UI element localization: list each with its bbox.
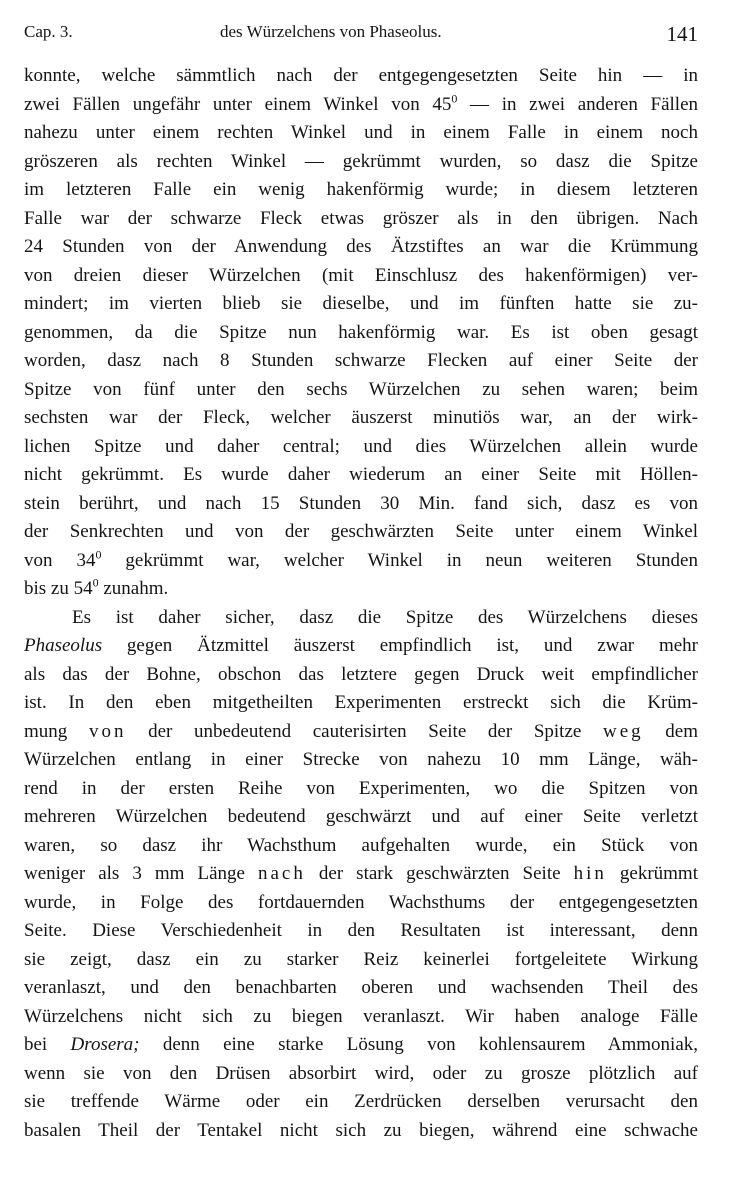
text-line: mehreren Würzelchen bedeutend geschwärzt und auf einer Seite verletzt — [24, 806, 698, 827]
text-line: wenn sie von den Drüsen absorbirt wird, oder zu grosze plötzlich auf — [24, 1062, 698, 1084]
text-line: als das der Bohne, obschon das letztere gegen Druck weit empfindlicher — [24, 663, 698, 685]
text-line: ist. In den eben mitgetheilten Experimenten erstreckt sich die Krüm- — [24, 692, 698, 713]
text-line: mindert; im vierten blieb sie dieselbe, und im fünften hatte sie zu- — [24, 293, 698, 314]
italic-genus: Drosera; — [70, 1034, 140, 1055]
text-line: nahezu unter einem rechten Winkel und in einem Falle in einem noch — [24, 122, 698, 143]
spaced-emphasis: nach — [257, 863, 306, 884]
italic-genus: Phaseolus — [24, 635, 103, 656]
text-line: der Senkrechten und von der geschwärzten Seite unter einem Winkel — [24, 521, 698, 542]
text-line: weniger als 3 mm Länge nach der stark geschwärzten Seite hin gekrümmt — [24, 863, 698, 884]
text-line: sie zeigt, dasz ein zu starker Reiz keinerlei fortgeleitete Wirkung — [24, 948, 698, 970]
text-line: bis zu $54^0$ zunahm. — [24, 575, 169, 599]
spaced-emphasis: von — [88, 720, 127, 742]
text-line: sechsten war der Fleck, welcher äuszerst minutiös war, an der wirk- — [24, 407, 698, 428]
text-line: veranlaszt, und den benachbarten oberen und wachsenden Theil des — [24, 977, 698, 998]
text-line: von dreien dieser Würzelchen (mit Einschlusz des hakenförmigen) ver- — [24, 264, 698, 286]
text-line: zwei Fällen ungefähr unter einem Winkel von $45^0$ — in zwei anderen Fällen — [24, 91, 698, 115]
running-head — [24, 22, 698, 50]
body-text — [24, 62, 698, 1145]
spaced-emphasis: weg — [602, 720, 644, 742]
text-line: Falle war der schwarze Fleck etwas gröszer als in den übrigen. Nach — [24, 207, 698, 229]
text-line: Spitze von fünf unter den sechs Würzelchen zu sehen waren; beim — [24, 378, 698, 400]
page-number: 141 — [666, 22, 698, 46]
degree-superscript: 0 — [95, 547, 102, 562]
text-line: konnte, welche sämmtlich nach der entgegengesetzten Seite hin — in — [24, 65, 698, 86]
chapter-label: Cap. 3. — [24, 22, 73, 41]
text-line: waren, so dasz ihr Wachsthum aufgehalten wurde, ein Stück von — [24, 834, 698, 856]
spaced-emphasis: hin — [573, 863, 607, 884]
text-line: bei Drosera; denn eine starke Lösung von kohlensaurem Ammoniak, — [24, 1034, 698, 1055]
text-line: 24 Stunden von der Anwendung des Ätzstiftes an war die Krümmung — [24, 236, 698, 257]
text-line: im letzteren Falle ein wenig hakenförmig wurde; in diesem letzteren — [24, 179, 698, 200]
text-line: stein berührt, und nach 15 Stunden 30 Min. fand sich, dasz es von — [24, 492, 698, 514]
degree-superscript: 0 — [92, 575, 99, 590]
text-line: worden, dasz nach 8 Stunden schwarze Flecken auf einer Seite der — [24, 350, 698, 371]
degree-superscript: 0 — [451, 91, 458, 106]
text-line: nicht gekrümmt. Es wurde daher wiederum an einer Seite mit Höllen- — [24, 464, 698, 485]
text-line: Es ist daher sicher, dasz die Spitze des Würzelchens dieses — [72, 606, 698, 628]
text-line: mung von der unbedeutend cauterisirten Seite der Spitze weg dem — [24, 720, 699, 742]
text-line: Seite. Diese Verschiedenheit in den Resultaten ist interessant, denn — [24, 920, 698, 941]
text-line: rend in der ersten Reihe von Experimenten, wo die Spitzen von — [24, 777, 698, 799]
text-line: basalen Theil der Tentakel nicht sich zu biegen, während eine schwache — [24, 1119, 698, 1141]
text-line: von $34^0$ gekrümmt war, welcher Winkel in neun weiteren Stunden — [24, 547, 698, 571]
text-line: Würzelchens nicht sich zu biegen veranlaszt. Wir haben analoge Fälle — [24, 1005, 698, 1027]
text-line: Würzelchen entlang in einer Strecke von nahezu 10 mm Länge, wäh- — [24, 749, 698, 770]
text-line: wurde, in Folge des fortdauernden Wachsthums der entgegengesetzten — [24, 891, 698, 913]
running-title: des Würzelchens von Phaseolus. — [220, 22, 442, 41]
text-line: sie treffende Wärme oder ein Zerdrücken derselben verursacht den — [24, 1091, 698, 1112]
text-line: gröszeren als rechten Winkel — gekrümmt wurden, so dasz die Spitze — [24, 150, 698, 172]
text-line: genommen, da die Spitze nun hakenförmig war. Es ist oben gesagt — [24, 321, 698, 343]
text-line: Phaseolus gegen Ätzmittel äuszerst empfindlich ist, und zwar mehr — [24, 635, 698, 656]
text-line: lichen Spitze und daher central; und dies Würzelchen allein wurde — [24, 435, 698, 457]
